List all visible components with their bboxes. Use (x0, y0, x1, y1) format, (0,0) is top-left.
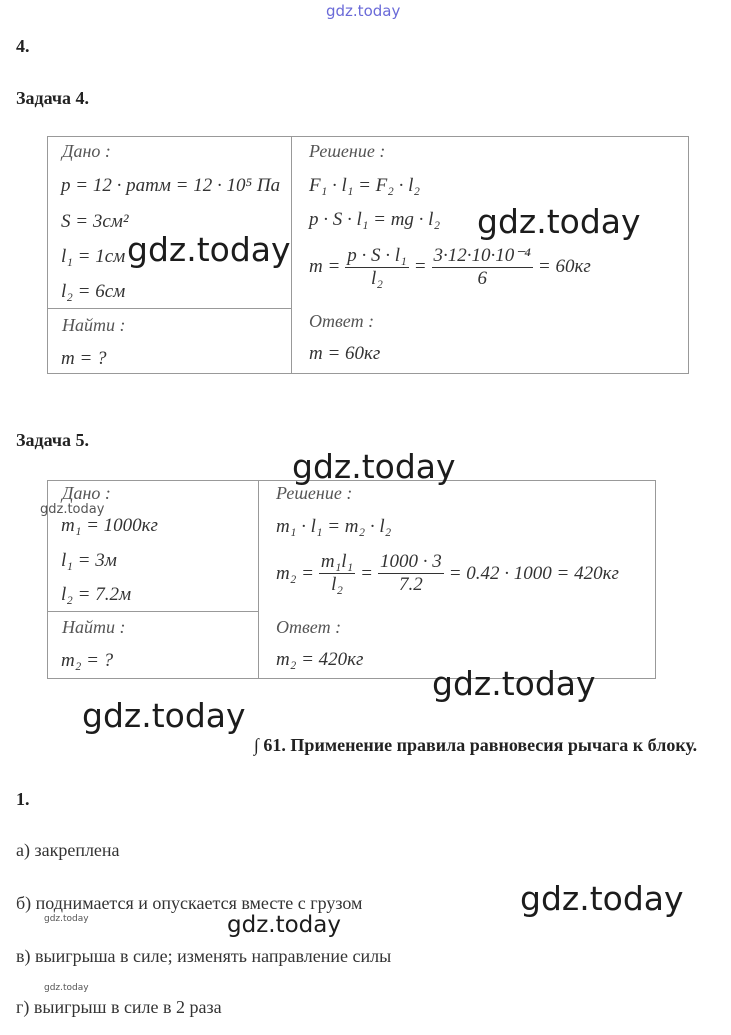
task4-answer-header: Ответ : (309, 311, 375, 331)
section-title: ∫ 61. Применение правила равновесия рычага к блоку. (254, 735, 698, 755)
task4-title: Задача 4. (16, 88, 90, 108)
task4-given-line: l₂ = 6см (61, 281, 126, 302)
task5-given-line: m₁ = 1000кг (61, 515, 158, 536)
formula-left: m₂ = (276, 562, 314, 584)
formula-left: m = (309, 256, 341, 277)
fraction-numerator: 1000 · 3 (379, 551, 442, 572)
task4-given-line: S = 3см² (61, 211, 129, 232)
task4-given-header: Дано : (62, 141, 111, 161)
watermark-top: gdz.today (326, 2, 401, 20)
task5-given-line: l₂ = 7.2м (61, 584, 132, 605)
section-number: 1. (16, 789, 30, 809)
task5-solution-header: Решение : (276, 483, 353, 503)
answer-item: а) закреплена (16, 840, 120, 860)
task5-solution-line: m₁ · l₁ = m₂ · l₂ (276, 516, 392, 537)
watermark-small: gdz.today (44, 983, 89, 993)
fraction-numerator: m₁l₁ (320, 551, 354, 572)
task4-solution-line: p · S · l₁ = mg · l₂ (309, 209, 441, 230)
formula-result: = 60кг (537, 256, 591, 277)
fraction (345, 245, 408, 290)
task5-find-header: Найти : (62, 617, 126, 637)
task5-find-line: m₂ = ? (61, 650, 114, 671)
task4-answer-line: m = 60кг (309, 343, 381, 364)
watermark-overlay: gdz.today (432, 664, 596, 703)
watermark-overlay: gdz.today (127, 230, 291, 269)
watermark-small: gdz.today (44, 914, 89, 924)
fraction (378, 551, 444, 596)
fraction (432, 244, 533, 290)
watermark-overlay: gdz.today (520, 879, 684, 918)
equals-sign: = (413, 256, 427, 277)
answer-item: г) выигрыш в силе в 2 раза (16, 997, 222, 1017)
task5-answer-line: m₂ = 420кг (276, 649, 364, 670)
task4-formula (309, 244, 591, 290)
watermark-overlay: gdz.today (227, 912, 341, 938)
task5-given-line: l₁ = 3м (61, 550, 117, 571)
task5-answer-header: Ответ : (276, 617, 342, 637)
task4-find-header: Найти : (62, 315, 126, 335)
task4-given-line: p = 12 · pатм = 12 · 10⁵ Па (61, 175, 281, 196)
fraction-numerator: p · S · l₁ (347, 244, 407, 266)
equals-sign: = (360, 562, 373, 584)
answer-item: б) поднимается и опускается вместе с грузом (16, 893, 363, 913)
task4-solution-header: Решение : (309, 141, 386, 161)
fraction-denominator: l₂ (331, 574, 343, 595)
answer-item: в) выигрыша в силе; изменять направление силы (16, 946, 392, 966)
watermark-small: gdz.today (40, 502, 105, 517)
fraction (319, 551, 355, 596)
task4-find-line: m = ? (61, 348, 107, 369)
task5-formula (276, 551, 619, 596)
watermark-overlay: gdz.today (477, 202, 641, 241)
formula-result: = 0.42 · 1000 = 420кг (448, 562, 619, 584)
watermark-overlay: gdz.today (82, 696, 246, 735)
task5-title: Задача 5. (16, 430, 90, 450)
task4-given-line: l₁ = 1см (61, 246, 126, 267)
task5-given-header: Дано : (62, 483, 111, 503)
task4-solution-line: F₁ · l₁ = F₂ · l₂ (309, 175, 421, 196)
fraction-numerator: 3·12·10·10⁻⁴ (433, 245, 531, 266)
task-number: 4. (16, 36, 30, 56)
watermark-overlay: gdz.today (292, 447, 456, 486)
fraction-denominator: 7.2 (398, 574, 423, 595)
fraction-denominator: 6 (477, 268, 487, 289)
fraction-denominator: l₂ (371, 267, 383, 289)
